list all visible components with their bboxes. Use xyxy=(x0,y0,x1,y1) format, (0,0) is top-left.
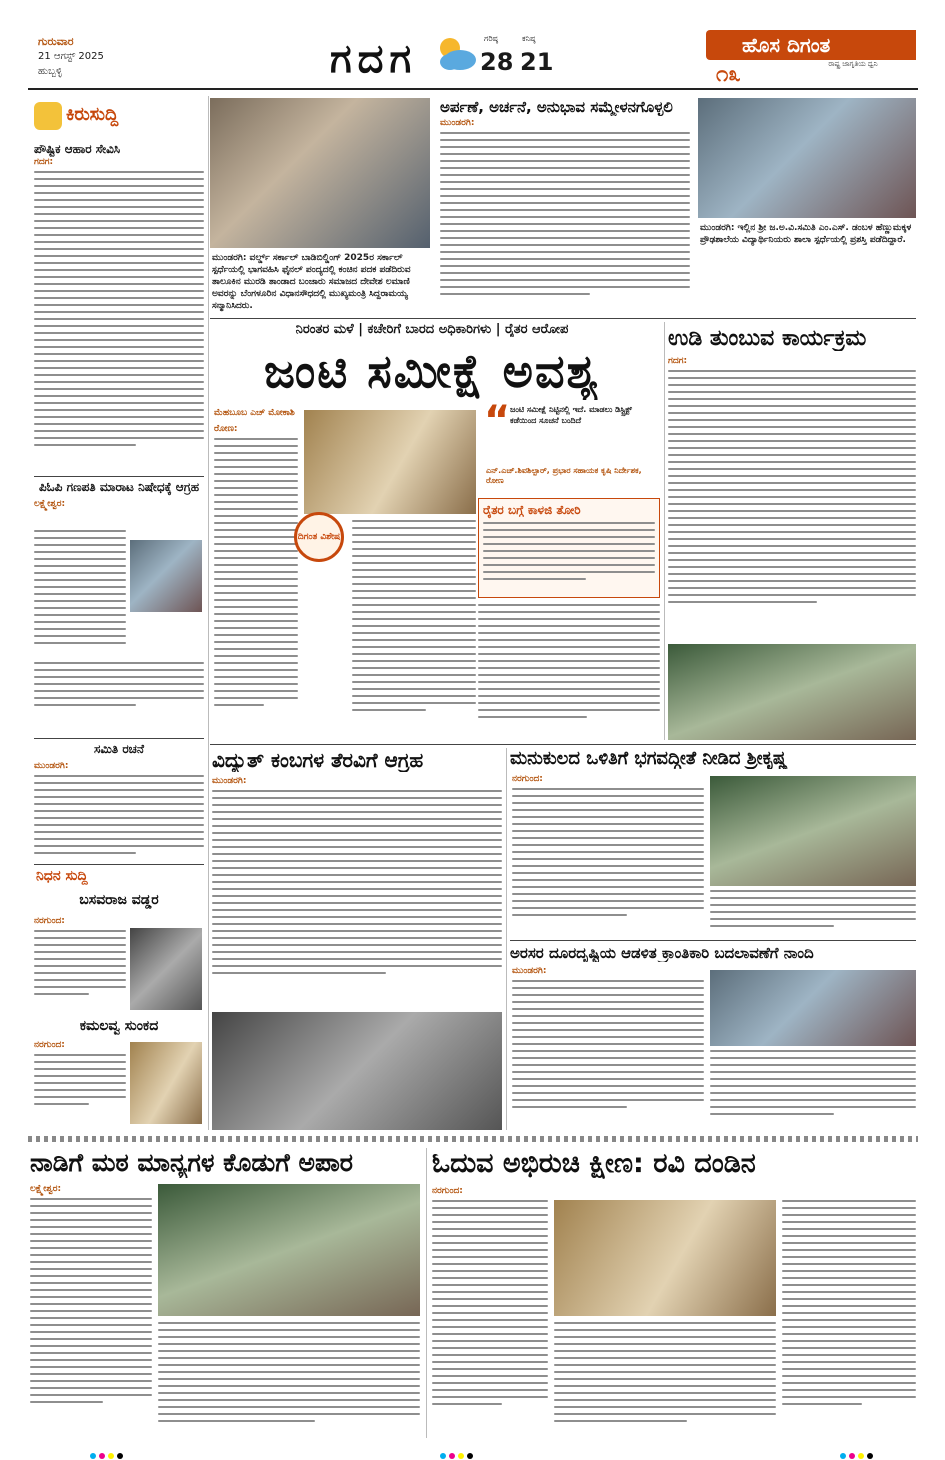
issue-date: 21 ಆಗಸ್ಟ್ 2025 xyxy=(38,51,104,62)
photo-caption: ಮುಂಡರಗಿ: ವರ್ಲ್ಡ್ ಸರ್ಕಾಲ್ ಬಾಡಿಬಿಲ್ಡಿಂಗ್ 2025ರ ಸರ್ಕಾಲ್ ಸ್ಪರ್ಧೆಯಲ್ಲಿ ಭಾಗವಹಿಸಿ ಫೈನಲ್ ಪಂದ್ಯದಲ್ಲಿ ಕಂಚಿನ ಪದಕ ಪಡೆದಿರುವ ತಾಲೂಕಿನ ಮುರಡಿ ತಾಂಡಾದ ಬಂಜಾರು ಸಮಾಜದ ದೇವೇಶ ಲಮಾಣಿ ಅವರನ್ನು ಬೆಂಗಳೂರಿನ ವಿಧಾನಸೌಧದಲ್ಲಿ ಮುಖ್ಯಮಂತ್ರಿ ಸಿದ್ದರಾಮಯ್ಯ ಸನ್ಮಾನಿಸಿದರು. xyxy=(212,253,411,311)
divider xyxy=(210,744,916,745)
story-body xyxy=(440,132,690,316)
story-dateline: ನರಗುಂದ: xyxy=(432,1186,463,1196)
story-body xyxy=(512,788,704,936)
story-body xyxy=(352,520,476,740)
kirusuddi-item-2 xyxy=(34,480,204,509)
temp-max: 28 xyxy=(480,48,514,76)
story-body xyxy=(782,1200,916,1436)
kirusuddi-body xyxy=(34,662,204,722)
column-rule xyxy=(506,748,507,1130)
date-block xyxy=(38,34,188,79)
story-dateline: ಮುಂಡರಗಿ: xyxy=(212,776,247,786)
kirusuddi-dateline: ಗದಗ: xyxy=(34,157,54,167)
story-photo xyxy=(554,1200,776,1316)
story-body xyxy=(30,1198,152,1436)
story-photo xyxy=(212,1012,502,1130)
kirusuddi-headline: ಪೌಷ್ಟಿಕ ಆಹಾರ ಸೇವಿಸಿ xyxy=(34,142,121,156)
story-photo xyxy=(698,98,916,218)
story-kicker: ನಿರಂತರ ಮಳೆ | ಕಚೇರಿಗೆ ಬಾರದ ಅಧಿಕಾರಿಗಳು | ರೈತರ ಆರೋಪ xyxy=(295,322,569,337)
kirusuddi-body xyxy=(34,530,126,660)
registration-dots xyxy=(440,1444,476,1460)
nidhana-title: ನಿಧನ ಸುದ್ದಿ xyxy=(36,868,88,884)
kirusuddi-dateline: ಲಕ್ಷ್ಮೇಶ್ವರ: xyxy=(34,499,66,509)
story-headline: ವಿದ್ಯುತ್ ಕಂಬಗಳ ತೆರವಿಗೆ ಆಗ್ರಹ xyxy=(212,748,424,772)
story-body xyxy=(478,604,660,740)
story-dateline: ರೋಣ: xyxy=(214,424,238,434)
story-headline: ಅರ್ಪಣೆ, ಅರ್ಚನೆ, ಅನುಭಾವ ಸಮ್ಮೇಳನಗೊಳ್ಳಲಿ xyxy=(440,98,673,116)
masthead-rule xyxy=(28,88,918,90)
temp-min: 21 xyxy=(520,48,554,76)
kirusuddi-item-3 xyxy=(34,742,204,865)
obituary-name: ಬಸವರಾಜ ವಡ್ಡರ xyxy=(79,892,159,908)
registration-dots xyxy=(90,1444,126,1460)
main-headline: ಜಂಟಿ ಸಮೀಕ್ಷೆ ಅವಶ್ಯ xyxy=(263,344,601,398)
kirusuddi-title: ಕಿರುಸುದ್ದಿ xyxy=(66,104,119,125)
story-headline: ಓದುವ ಅಭಿರುಚಿ ಕ್ಷೀಣ: ರವಿ ದಂಡಿನ xyxy=(432,1148,756,1179)
column-rule xyxy=(208,96,209,1130)
page-number: ೧೩ xyxy=(716,62,741,87)
story-dateline: ಗದಗ: xyxy=(668,356,688,366)
story-photo xyxy=(158,1184,420,1316)
obituary-name: ಕಮಲವ್ವ ಸುಂಕದ xyxy=(79,1018,159,1034)
story-body xyxy=(710,890,916,936)
story-body xyxy=(214,438,298,738)
story-byline: ಮೆಹಬೂಬ ಎಚ್ ಮೋಕಾಶಿ xyxy=(214,408,295,418)
partly-cloudy-icon xyxy=(432,32,478,74)
brand-tagline: ರಾಷ್ಟ್ರ ಜಾಗೃತಿಯ ಧ್ವನಿ xyxy=(828,60,878,68)
kirusuddi-headline: ಪಿಓಪಿ ಗಣಪತಿ ಮಾರಾಟ ನಿಷೇಧಕ್ಕೆ ಆಗ್ರಹ xyxy=(38,480,200,494)
obituary-photo xyxy=(130,928,202,1010)
story-dateline: ಲಕ್ಷ್ಮೇಶ್ವರ: xyxy=(30,1184,62,1194)
story-dateline: ಮುಂಡರಗಿ: xyxy=(440,118,475,128)
story-body xyxy=(554,1322,776,1436)
brand-name: ಹೊಸ ದಿಗಂತ xyxy=(706,30,916,60)
section-separator xyxy=(28,1136,918,1142)
quote-author: ಎನ್.ಎಚ್.ಶಿವಶಿಲ್ಪಾರ್, ಪ್ರಭಾರ ಸಹಾಯಕ ಕೃಷಿ ನಿರ್ದೇಶಕ, ರೋಣ xyxy=(486,466,642,485)
seal-badge: ದಿಗಂತ ವಿಶೇಷ xyxy=(294,512,344,562)
person-photo xyxy=(130,540,202,612)
divider xyxy=(34,738,204,739)
divider xyxy=(510,940,916,941)
story-headline: ಉಡಿ ತುಂಬುವ ಕಾರ್ಯಕ್ರಮ xyxy=(668,326,867,351)
column-rule xyxy=(426,1148,427,1438)
city-title: ಗದಗ xyxy=(330,36,418,82)
divider xyxy=(210,318,916,319)
obituary-body xyxy=(34,1054,126,1124)
obituary-photo xyxy=(130,1042,202,1124)
divider xyxy=(34,476,204,477)
temperature-block xyxy=(480,36,560,76)
temp-max-label: ಗರಿಷ್ಠ xyxy=(484,34,498,43)
story-photo xyxy=(668,644,916,740)
story-headline: ನಾಡಿಗೆ ಮಠ ಮಾನ್ಯಗಳ ಕೊಡುಗೆ ಅಪಾರ xyxy=(30,1148,354,1177)
kirusuddi-dateline: ಮುಂಡರಗಿ: xyxy=(34,761,69,771)
story-photo xyxy=(710,970,916,1046)
kirusuddi-body xyxy=(34,775,204,865)
sidebar-box-body xyxy=(479,522,659,592)
story-body xyxy=(158,1322,420,1436)
story-body xyxy=(512,980,704,1130)
sidebar-box-headline: ರೈತರ ಬಗ್ಗೆ ಕಾಳಜಿ ತೋರಿ xyxy=(483,503,581,517)
story-headline: ಅರಸರ ದೂರದೃಷ್ಟಿಯ ಆಡಳಿತ ಕ್ರಾಂತಿಕಾರಿ ಬದಲಾವಣೆಗೆ ನಾಂದಿ xyxy=(510,944,814,962)
obituary-dateline: ನರಗುಂದ: xyxy=(34,1040,65,1050)
hand-point-icon xyxy=(34,102,62,130)
issue-location: ಹುಬ್ಬಳ್ಳಿ xyxy=(38,66,63,77)
masthead xyxy=(0,0,945,92)
obituary-dateline: ನರಗುಂದ: xyxy=(34,916,65,926)
story-photo xyxy=(304,410,476,514)
story-headline: ಮನುಕುಲದ ಒಳಿತಿಗೆ ಭಗವದ್ಗೀತೆ ನೀಡಿದ ಶ್ರೀಕೃಷ್ಣ xyxy=(510,748,788,769)
registration-dots xyxy=(840,1444,876,1460)
photo-caption: ಮುಂಡರಗಿ: ಇಲ್ಲಿನ ಶ್ರೀ ಜ.ಅ.ವಿ.ಸಮಿತಿ ಎಂ.ಎಸ್. ಡಂಬಳ ಹೆಣ್ಣುಮಕ್ಕಳ ಪ್ರೌಢಶಾಲೆಯ ವಿದ್ಯಾರ್ಥಿನಿಯರು ಶಾಲಾ ಸ್ಪರ್ಧೆಯಲ್ಲಿ ಪ್ರಶಸ್ತಿ ಪಡೆದಿದ್ದಾರೆ. xyxy=(700,223,912,245)
pull-quote: ಜಂಟಿ ಸಮೀಕ್ಷೆ ನಿಟ್ಟಿನಲ್ಲಿ ಇದೆ. ಮಾಡಲು ಡಿಸ್ಟ್ರಿಕ್ಟ್ ಕಡೆಯಿಂದ ಸೂಚನೆ ಬಂದಿದೆ xyxy=(510,405,633,425)
story-dateline: ನರಗುಂದ: xyxy=(512,774,543,784)
story-body xyxy=(710,1050,916,1130)
sidebar-box xyxy=(478,498,660,598)
story-photo xyxy=(210,98,430,248)
story-body xyxy=(668,370,916,640)
obituary-body xyxy=(34,930,126,1010)
story-body xyxy=(432,1200,548,1436)
issue-day: ಗುರುವಾರ xyxy=(38,35,74,48)
quote-icon: “ xyxy=(484,398,511,444)
kirusuddi-headline: ಸಮಿತಿ ರಚನೆ xyxy=(93,742,145,756)
kirusuddi-item-1 xyxy=(34,142,204,471)
story-body xyxy=(212,790,502,1008)
column-rule xyxy=(664,322,665,740)
story-dateline: ಮುಂಡರಗಿ: xyxy=(512,966,547,976)
story-photo xyxy=(710,776,916,886)
divider xyxy=(34,864,204,865)
temp-min-label: ಕನಿಷ್ಠ xyxy=(522,34,536,43)
kirusuddi-body xyxy=(34,171,204,471)
